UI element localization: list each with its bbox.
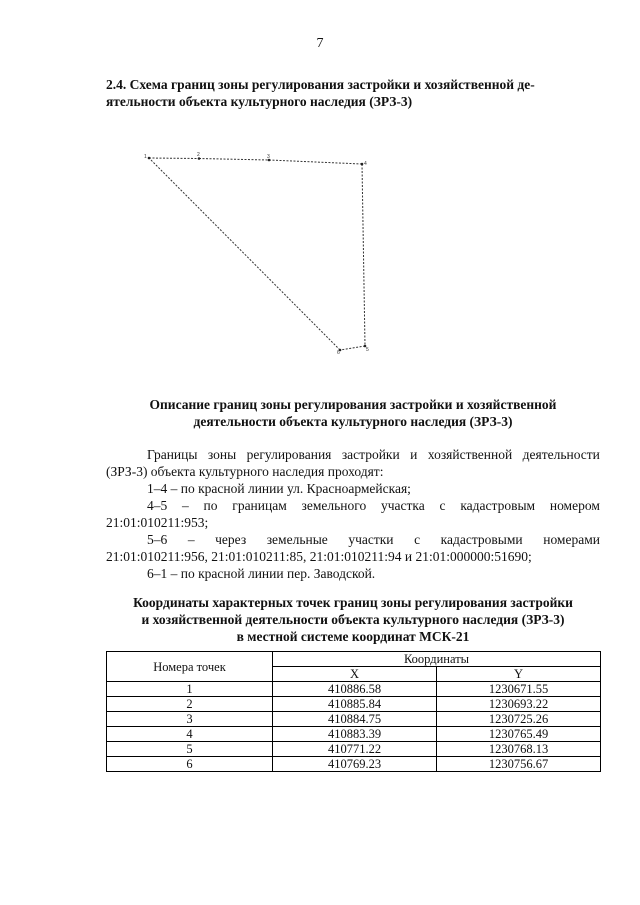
coord-y: 1230725.26: [437, 712, 601, 727]
coord-y: 1230671.55: [437, 682, 601, 697]
coord-x: 410885.84: [273, 697, 437, 712]
point-number: 6: [107, 757, 273, 772]
word: –: [187, 532, 195, 547]
word: земельного: [301, 498, 367, 513]
coord-y: 1230768.13: [437, 742, 601, 757]
word: регулирования: [246, 447, 332, 462]
word: по: [203, 498, 218, 513]
point-number: 1: [107, 682, 273, 697]
description-item-4-5-line-2: 21:01:010211:953;: [106, 515, 209, 530]
table-header-row: [107, 652, 601, 667]
table-row: [107, 742, 601, 757]
section-heading: [106, 76, 600, 110]
word: хозяйственной: [427, 447, 513, 462]
description-title: [106, 396, 600, 430]
scheme-label-6: 6: [337, 350, 340, 356]
word: с: [439, 498, 446, 513]
description-item-5-6-line-1: [106, 531, 600, 548]
boundary-segment-3-4: [269, 160, 362, 164]
description-intro-line-2: (ЗРЗ-3) объекта культурного наследия проходят:: [106, 464, 384, 479]
table-row: [107, 682, 601, 697]
word: участка: [381, 498, 425, 513]
page-number: 7: [316, 36, 324, 51]
word: с: [414, 532, 421, 547]
description-text: [106, 446, 600, 582]
point-number: 4: [107, 727, 273, 742]
word: и: [410, 447, 418, 462]
section-heading-line-1: 2.4. Схема границ зоны регулирования застройки и хозяйственной де-: [106, 77, 535, 92]
coord-y: 1230756.67: [437, 757, 601, 772]
word: кадастровым: [460, 498, 536, 513]
word: земельные: [266, 532, 328, 547]
description-title-line-2: деятельности объекта культурного наследия (ЗРЗ-3): [193, 414, 513, 429]
boundary-segment-6-1: [149, 158, 340, 350]
word: кадастровыми: [440, 532, 523, 547]
header-point-numbers: Номера точек: [107, 652, 273, 682]
word: 5–6: [147, 532, 168, 547]
coord-x: 410883.39: [273, 727, 437, 742]
point-number: 5: [107, 742, 273, 757]
word: номерами: [543, 532, 600, 547]
scheme-label-2: 2: [197, 152, 200, 158]
coord-x: 410884.75: [273, 712, 437, 727]
section-heading-line-2: ятельности объекта культурного наследия (ЗРЗ-3): [106, 94, 413, 109]
word: 4–5: [147, 498, 168, 513]
description-item-1-4: 1–4 – по красной линии ул. Красноармейская;: [147, 481, 411, 496]
coord-y: 1230765.49: [437, 727, 601, 742]
word: деятельности: [522, 447, 600, 462]
point-number: 2: [107, 697, 273, 712]
word: –: [182, 498, 189, 513]
boundary-segment-2-3: [199, 159, 269, 161]
boundary-segment-5-6: [340, 346, 365, 350]
table-row: [107, 712, 601, 727]
coordinates-title-line-2: и хозяйственной деятельности объекта культурного наследия (ЗРЗ-3): [141, 612, 565, 627]
boundary-segment-4-5: [362, 164, 365, 346]
word: застройки: [341, 447, 400, 462]
description-title-line-1: Описание границ зоны регулирования застройки и хозяйственной: [149, 397, 557, 412]
word: участки: [348, 532, 394, 547]
coordinates-title-line-3: в местной системе координат МСК-21: [236, 629, 470, 644]
scheme-label-3: 3: [267, 154, 270, 160]
word: зоны: [207, 447, 237, 462]
scheme-label-1: 1: [144, 154, 147, 160]
header-coordinates: Координаты: [273, 652, 601, 667]
coord-x: 410769.23: [273, 757, 437, 772]
description-item-5-6-line-2: 21:01:010211:956, 21:01:010211:85, 21:01:010211:94 и 21:01:000000:51690;: [106, 549, 532, 564]
header-x: X: [273, 667, 437, 682]
coordinates-title-line-1: Координаты характерных точек границ зоны регулирования застройки: [133, 595, 573, 610]
description-intro-line-1: [106, 446, 600, 463]
header-y: Y: [437, 667, 601, 682]
word: границам: [232, 498, 287, 513]
point-number: 3: [107, 712, 273, 727]
word: Границы: [147, 447, 198, 462]
table-row: [107, 757, 601, 772]
description-item-6-1: 6–1 – по красной линии пер. Заводской.: [147, 566, 376, 581]
word: номером: [549, 498, 600, 513]
scheme-point-1: [148, 157, 151, 160]
coord-y: 1230693.22: [437, 697, 601, 712]
coord-x: 410771.22: [273, 742, 437, 757]
scheme-label-4: 4: [364, 161, 367, 167]
boundary-scheme: [140, 150, 380, 360]
table-row: [107, 727, 601, 742]
word: через: [215, 532, 247, 547]
coordinates-table: [106, 651, 601, 772]
boundary-segment-1-2: [149, 158, 199, 159]
scheme-point-4: [361, 163, 364, 166]
description-item-4-5-line-1: [106, 497, 600, 514]
coord-x: 410886.58: [273, 682, 437, 697]
scheme-label-5: 5: [366, 347, 369, 353]
coordinates-title: [106, 594, 600, 645]
table-row: [107, 697, 601, 712]
